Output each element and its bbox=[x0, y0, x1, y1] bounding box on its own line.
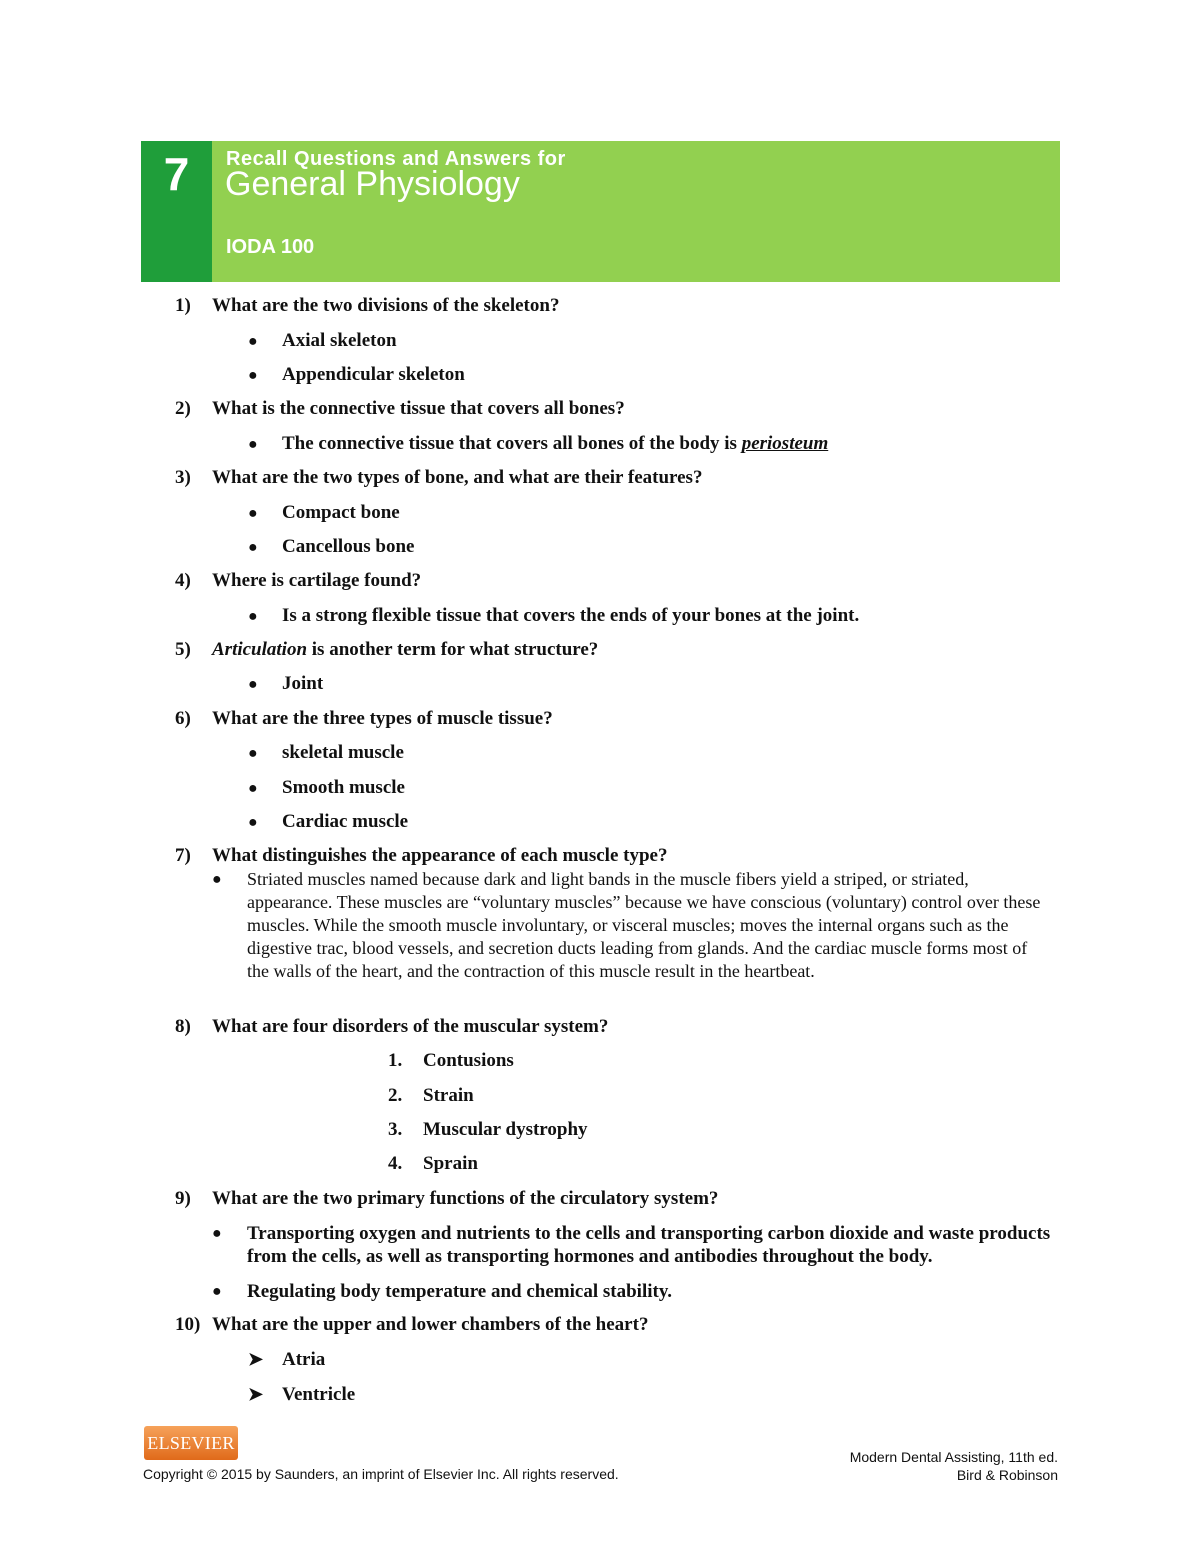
answer-item bbox=[248, 433, 828, 456]
answer-text: Cardiac muscle bbox=[282, 811, 409, 832]
question-number: 5) bbox=[175, 639, 191, 660]
numbered-answer bbox=[388, 1050, 514, 1072]
book-title: Modern Dental Assisting, 11th ed. bbox=[849, 1449, 1058, 1465]
list-number: 4. bbox=[388, 1153, 403, 1174]
question-number: 8) bbox=[175, 1016, 191, 1037]
answer-item bbox=[248, 811, 408, 834]
answer-item bbox=[248, 536, 415, 559]
question-number: 10) bbox=[175, 1314, 201, 1335]
answer-text: Cancellous bone bbox=[282, 536, 415, 557]
chapter-number: 7 bbox=[163, 148, 190, 200]
answer-item bbox=[248, 330, 397, 353]
question-number: 9) bbox=[175, 1188, 191, 1209]
bullet-icon: ● bbox=[248, 745, 258, 762]
header-kicker: Recall Questions and Answers for bbox=[226, 148, 566, 170]
answer-text: Is a strong flexible tissue that covers the ends of your bones at the joint. bbox=[282, 605, 860, 626]
bullet-icon: ● bbox=[212, 871, 222, 888]
answer-item bbox=[248, 1348, 325, 1371]
bullet-icon: ● bbox=[248, 814, 258, 831]
answer-text: Compact bone bbox=[282, 502, 400, 523]
question-number: 6) bbox=[175, 708, 191, 729]
bullet-icon: ● bbox=[248, 780, 258, 797]
bullet-icon: ● bbox=[248, 539, 258, 556]
bullet-icon: ● bbox=[248, 505, 258, 522]
question-text: What distinguishes the appearance of each muscle type? bbox=[212, 845, 668, 866]
answer-text: Muscular dystrophy bbox=[423, 1119, 588, 1140]
answer-text: The connective tissue that covers all bones of the body is bbox=[282, 433, 742, 454]
bullet-icon: ● bbox=[248, 676, 258, 693]
answer-paragraph bbox=[212, 868, 1042, 983]
list-number: 2. bbox=[388, 1085, 403, 1106]
numbered-answer bbox=[388, 1119, 588, 1141]
question-text: What are four disorders of the muscular system? bbox=[212, 1016, 609, 1037]
question-text: What are the two types of bone, and what are their features? bbox=[212, 467, 703, 488]
arrow-bullet-icon: ➤ bbox=[248, 1384, 264, 1404]
question-number: 1) bbox=[175, 295, 191, 316]
answer-item bbox=[212, 1280, 1052, 1303]
answer-text: Smooth muscle bbox=[282, 777, 405, 798]
answer-text: Appendicular skeleton bbox=[282, 364, 465, 385]
answer-item bbox=[248, 742, 404, 765]
question-8 bbox=[175, 1016, 608, 1038]
bullet-icon: ● bbox=[248, 367, 258, 384]
list-number: 3. bbox=[388, 1119, 403, 1140]
answer-item bbox=[248, 777, 405, 800]
answer-text: Contusions bbox=[423, 1050, 514, 1071]
bullet-icon: ● bbox=[212, 1225, 222, 1242]
answer-item bbox=[212, 1222, 1052, 1268]
answer-text: Joint bbox=[282, 673, 324, 694]
question-text: What is the connective tissue that covers all bones? bbox=[212, 398, 625, 419]
bullet-icon: ● bbox=[248, 436, 258, 453]
question-4 bbox=[175, 570, 421, 592]
question-text: What are the two primary functions of the circulatory system? bbox=[212, 1188, 719, 1209]
answer-item bbox=[248, 673, 323, 696]
arrow-bullet-icon: ➤ bbox=[248, 1349, 264, 1369]
question-text: What are the two divisions of the skeleton? bbox=[212, 295, 560, 316]
question-number: 7) bbox=[175, 845, 191, 866]
source-citation bbox=[850, 1448, 1058, 1484]
answer-item bbox=[248, 1383, 355, 1406]
answer-item bbox=[248, 605, 859, 628]
numbered-answer bbox=[388, 1085, 474, 1107]
copyright-notice: Copyright © 2015 by Saunders, an imprint of Elsevier Inc. All rights reserved. bbox=[143, 1466, 619, 1482]
question-9 bbox=[175, 1188, 718, 1210]
question-text: What are the upper and lower chambers of the heart? bbox=[212, 1314, 649, 1335]
elsevier-logo: ELSEVIER bbox=[144, 1426, 238, 1460]
question-5 bbox=[175, 639, 598, 661]
answer-text: Ventricle bbox=[282, 1384, 356, 1405]
answer-term: periosteum bbox=[741, 433, 829, 454]
bullet-icon: ● bbox=[248, 608, 258, 625]
answer-text: Transporting oxygen and nutrients to the cells and transporting carbon dioxide and waste products from the cells, as well as transporting hormones and antibodies throughout the body. bbox=[247, 1223, 1051, 1267]
question-2 bbox=[175, 398, 625, 420]
question-term: Articulation bbox=[212, 639, 308, 660]
chapter-header bbox=[141, 141, 1060, 282]
book-authors: Bird & Robinson bbox=[956, 1467, 1058, 1483]
question-text: Where is cartilage found? bbox=[212, 570, 422, 591]
answer-item bbox=[248, 364, 465, 387]
question-number: 2) bbox=[175, 398, 191, 419]
question-1 bbox=[175, 295, 559, 317]
answer-text: Axial skeleton bbox=[282, 330, 397, 351]
question-3 bbox=[175, 467, 702, 489]
bullet-icon: ● bbox=[248, 333, 258, 350]
answer-text: Sprain bbox=[423, 1153, 478, 1174]
question-7 bbox=[175, 845, 667, 867]
chapter-number-box bbox=[141, 141, 212, 282]
question-6 bbox=[175, 708, 553, 730]
question-text: What are the three types of muscle tissue? bbox=[212, 708, 553, 729]
page-title: General Physiology bbox=[225, 165, 520, 203]
answer-text: skeletal muscle bbox=[282, 742, 404, 763]
answer-text: Regulating body temperature and chemical stability. bbox=[247, 1281, 673, 1302]
numbered-answer bbox=[388, 1153, 478, 1175]
question-10 bbox=[175, 1314, 648, 1336]
answer-text: Strain bbox=[423, 1085, 474, 1106]
answer-text: Striated muscles named because dark and light bands in the muscle fibers yield a striped, or striated, appearance. These muscles are “voluntary muscles” because we have conscious (voluntary) control over these muscles. While the smooth muscle involuntary, or visceral muscles; moves the internal organs such as the digestive trac, blood vessels, and secretion ducts leading from glands. And the cardiac muscle forms most of the walls of the heart, and the contraction of this muscle result in the heartbeat. bbox=[247, 869, 1041, 981]
answer-text: Atria bbox=[282, 1349, 326, 1370]
bullet-icon: ● bbox=[212, 1283, 222, 1300]
question-number: 3) bbox=[175, 467, 191, 488]
question-number: 4) bbox=[175, 570, 191, 591]
list-number: 1. bbox=[388, 1050, 403, 1071]
question-text: is another term for what structure? bbox=[307, 639, 599, 660]
course-code: IODA 100 bbox=[226, 236, 315, 258]
answer-item bbox=[248, 502, 400, 525]
